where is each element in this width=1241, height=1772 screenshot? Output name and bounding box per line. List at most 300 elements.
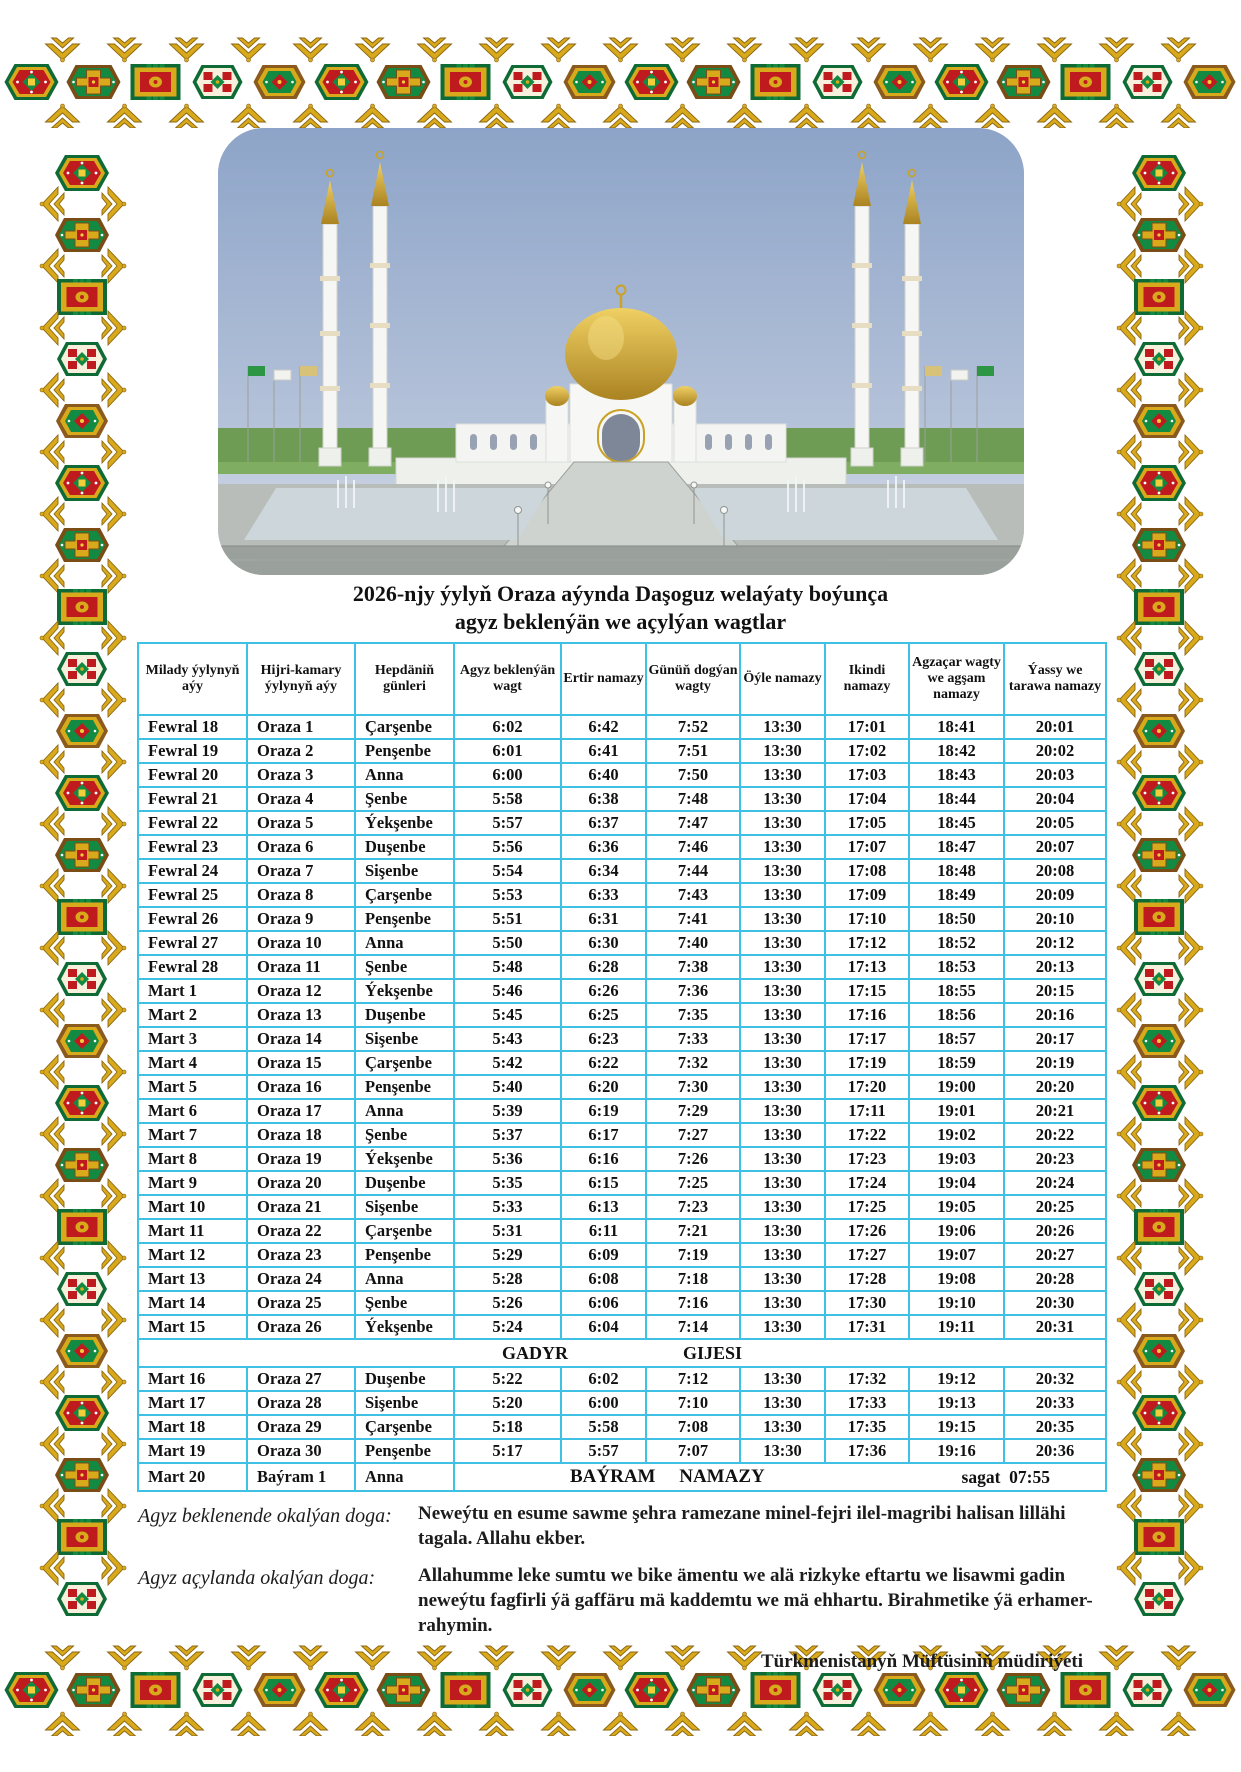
cell: Oraza 1	[247, 715, 355, 739]
cell: 6:00	[561, 1391, 646, 1415]
cell: 5:58	[561, 1415, 646, 1439]
cell: 18:42	[909, 739, 1004, 763]
cell: 6:26	[561, 979, 646, 1003]
doga1-label: Agyz beklenende okalýan doga:	[138, 1505, 392, 1527]
cell: 18:44	[909, 787, 1004, 811]
cell: 20:03	[1004, 763, 1106, 787]
cell: 20:32	[1004, 1367, 1106, 1391]
cell: 20:27	[1004, 1243, 1106, 1267]
cell: 19:13	[909, 1391, 1004, 1415]
cell: 5:33	[454, 1195, 561, 1219]
table-row	[138, 1171, 1106, 1195]
cell: 5:28	[454, 1267, 561, 1291]
cell: Mart 18	[138, 1415, 247, 1439]
cell: 7:07	[646, 1439, 740, 1463]
cell: 20:23	[1004, 1147, 1106, 1171]
cell: 6:09	[561, 1243, 646, 1267]
cell: 19:10	[909, 1291, 1004, 1315]
cell: Mart 4	[138, 1051, 247, 1075]
cell: 17:17	[825, 1027, 909, 1051]
cell: 6:02	[561, 1367, 646, 1391]
table-row	[138, 1147, 1106, 1171]
cell: 6:38	[561, 787, 646, 811]
cell: 5:35	[454, 1171, 561, 1195]
cell: 19:03	[909, 1147, 1004, 1171]
cell: 17:22	[825, 1123, 909, 1147]
cell: 18:50	[909, 907, 1004, 931]
cell: Mart 11	[138, 1219, 247, 1243]
table-header	[138, 643, 1106, 715]
table-row	[138, 1075, 1106, 1099]
cell: 6:37	[561, 811, 646, 835]
cell: 17:33	[825, 1391, 909, 1415]
cell: Oraza 16	[247, 1075, 355, 1099]
cell: Çarşenbe	[355, 1219, 454, 1243]
cell: Penşenbe	[355, 907, 454, 931]
cell: Mart 7	[138, 1123, 247, 1147]
cell: 19:08	[909, 1267, 1004, 1291]
cell: 20:09	[1004, 883, 1106, 907]
cell: 18:53	[909, 955, 1004, 979]
title-line2: agyz beklenýän we açylýan wagtlar	[454, 609, 787, 635]
cell: 17:32	[825, 1367, 909, 1391]
cell: 5:57	[454, 811, 561, 835]
cell: Anna	[355, 1099, 454, 1123]
table-row	[138, 931, 1106, 955]
cell: Anna	[355, 931, 454, 955]
cell: 20:10	[1004, 907, 1106, 931]
cell: 17:05	[825, 811, 909, 835]
cell: Oraza 24	[247, 1267, 355, 1291]
cell: 6:01	[454, 739, 561, 763]
cell: 20:25	[1004, 1195, 1106, 1219]
table-row	[138, 835, 1106, 859]
cell: 20:36	[1004, 1439, 1106, 1463]
cell: 13:30	[740, 1027, 825, 1051]
cell: Duşenbe	[355, 1003, 454, 1027]
cell: 17:08	[825, 859, 909, 883]
cell: Anna	[355, 763, 454, 787]
cell: Çarşenbe	[355, 715, 454, 739]
cell: Oraza 18	[247, 1123, 355, 1147]
cell: 5:48	[454, 955, 561, 979]
table-row	[138, 1099, 1106, 1123]
cell: 6:19	[561, 1099, 646, 1123]
cell: 13:30	[740, 1051, 825, 1075]
cell: 13:30	[740, 979, 825, 1003]
cell: 7:25	[646, 1171, 740, 1195]
cell: Fewral 27	[138, 931, 247, 955]
doga2-text: Allahumme leke sumtu we bike ämentu we alä rizkyke eftartu we lisawmi gadin neweýtu fagfirli ýä gaffäru mä kaddemtu we mä ehhartu. Birahmetike ýä erhamer-rahymin.	[418, 1565, 1093, 1636]
cell: 20:28	[1004, 1267, 1106, 1291]
cell: 5:53	[454, 883, 561, 907]
cell: Fewral 26	[138, 907, 247, 931]
col-header-1: Hijri-kamary ýylynyň aýy	[247, 643, 355, 715]
cell: 17:36	[825, 1439, 909, 1463]
cell: 13:30	[740, 1315, 825, 1339]
cell: Oraza 7	[247, 859, 355, 883]
cell: 20:31	[1004, 1315, 1106, 1339]
cell: 5:18	[454, 1415, 561, 1439]
cell: 17:12	[825, 931, 909, 955]
cell: 7:47	[646, 811, 740, 835]
cell: 17:24	[825, 1171, 909, 1195]
cell: Mart 8	[138, 1147, 247, 1171]
cell: 5:45	[454, 1003, 561, 1027]
cell: 7:27	[646, 1123, 740, 1147]
cell: 6:15	[561, 1171, 646, 1195]
cell: 13:30	[740, 1123, 825, 1147]
cell: 13:30	[740, 811, 825, 835]
cell: 13:30	[740, 787, 825, 811]
cell: 18:41	[909, 715, 1004, 739]
col-header-8: Agzaçar wagty we agşam namazy	[909, 643, 1004, 715]
cell: Oraza 12	[247, 979, 355, 1003]
cell: 6:31	[561, 907, 646, 931]
cell: 19:01	[909, 1099, 1004, 1123]
col-header-7: Ikindi namazy	[825, 643, 909, 715]
cell: 20:17	[1004, 1027, 1106, 1051]
cell: Mart 2	[138, 1003, 247, 1027]
cell: 5:40	[454, 1075, 561, 1099]
cell: 6:11	[561, 1219, 646, 1243]
cell: Mart 20	[138, 1463, 247, 1491]
cell: 13:30	[740, 1075, 825, 1099]
cell: 20:01	[1004, 715, 1106, 739]
cell: 13:30	[740, 1099, 825, 1123]
doga1-text: Neweýtu en esume sawme şehra ramezane minel-fejri ilel-magribi halisan lillähi tagala. Allahu ekber.	[418, 1503, 1066, 1549]
cell: Mart 13	[138, 1267, 247, 1291]
cell: 18:48	[909, 859, 1004, 883]
cell: 5:39	[454, 1099, 561, 1123]
cell: 7:16	[646, 1291, 740, 1315]
cell: 7:14	[646, 1315, 740, 1339]
cell: 20:13	[1004, 955, 1106, 979]
cell: 18:55	[909, 979, 1004, 1003]
cell: Ýekşenbe	[355, 811, 454, 835]
cell: Ýekşenbe	[355, 979, 454, 1003]
cell: 5:56	[454, 835, 561, 859]
cell: Fewral 20	[138, 763, 247, 787]
cell: Fewral 23	[138, 835, 247, 859]
bayram-time: sagat 07:55	[961, 1467, 1050, 1487]
attribution: Türkmenistanyň Müftüsiniň müdiriýeti	[761, 1651, 1083, 1673]
cell: 13:30	[740, 835, 825, 859]
cell: 13:30	[740, 1243, 825, 1267]
cell: Şenbe	[355, 1291, 454, 1315]
cell: Oraza 20	[247, 1171, 355, 1195]
cell: 19:05	[909, 1195, 1004, 1219]
cell: 19:07	[909, 1243, 1004, 1267]
cell: 17:19	[825, 1051, 909, 1075]
border-ornament-top	[0, 36, 1241, 128]
cell: 13:30	[740, 1147, 825, 1171]
cell: 17:10	[825, 907, 909, 931]
cell: Mart 1	[138, 979, 247, 1003]
cell: Anna	[355, 1267, 454, 1291]
cell: 13:30	[740, 1171, 825, 1195]
cell: 17:26	[825, 1219, 909, 1243]
cell: 7:21	[646, 1219, 740, 1243]
cell: Oraza 21	[247, 1195, 355, 1219]
cell: 7:50	[646, 763, 740, 787]
cell: Çarşenbe	[355, 1051, 454, 1075]
cell: 17:15	[825, 979, 909, 1003]
cell: Sişenbe	[355, 1027, 454, 1051]
cell: Oraza 30	[247, 1439, 355, 1463]
cell: 17:30	[825, 1291, 909, 1315]
cell: Fewral 24	[138, 859, 247, 883]
cell: 7:19	[646, 1243, 740, 1267]
cell: 7:52	[646, 715, 740, 739]
cell: 13:30	[740, 763, 825, 787]
cell: 20:02	[1004, 739, 1106, 763]
mosque-photo	[218, 128, 1024, 575]
cell: Fewral 21	[138, 787, 247, 811]
table-row	[138, 859, 1106, 883]
table-row	[138, 1439, 1106, 1463]
cell: 7:40	[646, 931, 740, 955]
cell: Oraza 11	[247, 955, 355, 979]
border-ornament-right	[1113, 128, 1205, 1644]
cell: Şenbe	[355, 1123, 454, 1147]
cell: Oraza 23	[247, 1243, 355, 1267]
cell: 20:22	[1004, 1123, 1106, 1147]
bayram-label: BAÝRAM NAMAZY	[570, 1466, 765, 1487]
cell: 20:26	[1004, 1219, 1106, 1243]
table-row	[138, 1243, 1106, 1267]
times-table	[137, 642, 1107, 1492]
cell: 18:47	[909, 835, 1004, 859]
cell: 5:22	[454, 1367, 561, 1391]
cell: Fewral 19	[138, 739, 247, 763]
cell: 20:30	[1004, 1291, 1106, 1315]
cell: Oraza 5	[247, 811, 355, 835]
table-row	[138, 1123, 1106, 1147]
cell: Oraza 2	[247, 739, 355, 763]
cell: 20:05	[1004, 811, 1106, 835]
cell: 6:20	[561, 1075, 646, 1099]
cell: 7:46	[646, 835, 740, 859]
cell: 5:36	[454, 1147, 561, 1171]
cell: 13:30	[740, 1219, 825, 1243]
cell: Penşenbe	[355, 1075, 454, 1099]
cell: 5:43	[454, 1027, 561, 1051]
cell: 17:09	[825, 883, 909, 907]
table-row	[138, 1291, 1106, 1315]
cell: Oraza 26	[247, 1315, 355, 1339]
cell: 7:43	[646, 883, 740, 907]
gijesi-label: GIJESI	[682, 1343, 743, 1363]
cell: 5:57	[561, 1439, 646, 1463]
cell: Sişenbe	[355, 1195, 454, 1219]
cell: Mart 19	[138, 1439, 247, 1463]
cell: Şenbe	[355, 787, 454, 811]
cell: 17:11	[825, 1099, 909, 1123]
table-row	[138, 739, 1106, 763]
table-row	[138, 955, 1106, 979]
cell: 7:32	[646, 1051, 740, 1075]
cell: 7:33	[646, 1027, 740, 1051]
cell: Duşenbe	[355, 835, 454, 859]
cell: 13:30	[740, 859, 825, 883]
cell: 19:12	[909, 1367, 1004, 1391]
table-row	[138, 1027, 1106, 1051]
bayram-row	[138, 1463, 1106, 1491]
cell: 5:51	[454, 907, 561, 931]
cell: 17:25	[825, 1195, 909, 1219]
cell: 6:04	[561, 1315, 646, 1339]
cell: 6:08	[561, 1267, 646, 1291]
cell: Mart 16	[138, 1367, 247, 1391]
cell: 5:17	[454, 1439, 561, 1463]
cell: 7:08	[646, 1415, 740, 1439]
cell: Oraza 27	[247, 1367, 355, 1391]
col-header-2: Hepdäniň günleri	[355, 643, 454, 715]
table-row	[138, 1367, 1106, 1391]
cell: 17:03	[825, 763, 909, 787]
cell: 13:30	[740, 883, 825, 907]
table-row	[138, 979, 1106, 1003]
cell: 7:10	[646, 1391, 740, 1415]
table-row	[138, 715, 1106, 739]
cell: Oraza 19	[247, 1147, 355, 1171]
cell: 5:54	[454, 859, 561, 883]
cell: 20:21	[1004, 1099, 1106, 1123]
cell: Ýekşenbe	[355, 1315, 454, 1339]
cell: Oraza 22	[247, 1219, 355, 1243]
cell: 5:29	[454, 1243, 561, 1267]
border-ornament-left	[36, 128, 128, 1644]
cell: 6:28	[561, 955, 646, 979]
cell: 17:02	[825, 739, 909, 763]
cell: Oraza 15	[247, 1051, 355, 1075]
cell: 5:24	[454, 1315, 561, 1339]
cell: 6:22	[561, 1051, 646, 1075]
cell: Fewral 25	[138, 883, 247, 907]
cell: 17:04	[825, 787, 909, 811]
cell: 6:16	[561, 1147, 646, 1171]
cell: Sişenbe	[355, 1391, 454, 1415]
cell: Mart 6	[138, 1099, 247, 1123]
cell: 7:36	[646, 979, 740, 1003]
cell: Oraza 29	[247, 1415, 355, 1439]
cell: 20:33	[1004, 1391, 1106, 1415]
cell: Duşenbe	[355, 1171, 454, 1195]
cell: Penşenbe	[355, 1439, 454, 1463]
cell: 19:11	[909, 1315, 1004, 1339]
cell: Oraza 9	[247, 907, 355, 931]
cell: 13:30	[740, 1267, 825, 1291]
col-header-4: Ertir namazy	[561, 643, 646, 715]
cell: 17:31	[825, 1315, 909, 1339]
cell: 7:41	[646, 907, 740, 931]
cell: 6:02	[454, 715, 561, 739]
cell: Oraza 3	[247, 763, 355, 787]
cell: 18:49	[909, 883, 1004, 907]
cell: Oraza 25	[247, 1291, 355, 1315]
cell: 6:06	[561, 1291, 646, 1315]
col-header-6: Öýle namazy	[740, 643, 825, 715]
cell: 7:51	[646, 739, 740, 763]
cell: 6:13	[561, 1195, 646, 1219]
doga-row-1	[138, 1502, 1105, 1551]
cell: 19:02	[909, 1123, 1004, 1147]
cell: 17:01	[825, 715, 909, 739]
cell: Oraza 10	[247, 931, 355, 955]
cell: Oraza 14	[247, 1027, 355, 1051]
cell: 13:30	[740, 907, 825, 931]
cell: 19:15	[909, 1415, 1004, 1439]
cell: 5:46	[454, 979, 561, 1003]
cell: 5:26	[454, 1291, 561, 1315]
cell: 13:30	[740, 931, 825, 955]
cell: Oraza 13	[247, 1003, 355, 1027]
cell: 5:31	[454, 1219, 561, 1243]
cell: 18:56	[909, 1003, 1004, 1027]
cell: 17:27	[825, 1243, 909, 1267]
cell: 7:30	[646, 1075, 740, 1099]
cell: Duşenbe	[355, 1367, 454, 1391]
cell: Fewral 22	[138, 811, 247, 835]
cell: 19:04	[909, 1171, 1004, 1195]
cell: 18:45	[909, 811, 1004, 835]
cell: 18:57	[909, 1027, 1004, 1051]
cell: 5:37	[454, 1123, 561, 1147]
cell: Ýekşenbe	[355, 1147, 454, 1171]
table-row	[138, 1415, 1106, 1439]
cell: 19:00	[909, 1075, 1004, 1099]
cell: Fewral 28	[138, 955, 247, 979]
cell: Sişenbe	[355, 859, 454, 883]
cell: Şenbe	[355, 955, 454, 979]
cell: 20:08	[1004, 859, 1106, 883]
cell: 17:07	[825, 835, 909, 859]
cell: 7:35	[646, 1003, 740, 1027]
cell: Çarşenbe	[355, 1415, 454, 1439]
gadyr-label: GADYR	[501, 1343, 568, 1363]
cell: 6:42	[561, 715, 646, 739]
cell: 6:33	[561, 883, 646, 907]
page-title	[0, 580, 1241, 636]
cell: 17:20	[825, 1075, 909, 1099]
mosque-illustration	[218, 128, 1024, 575]
cell: 6:25	[561, 1003, 646, 1027]
cell: 13:30	[740, 1367, 825, 1391]
cell: 13:30	[740, 1391, 825, 1415]
cell: 13:30	[740, 955, 825, 979]
cell: Mart 14	[138, 1291, 247, 1315]
cell: Oraza 28	[247, 1391, 355, 1415]
doga-row-2	[138, 1564, 1105, 1638]
prayer-times-table-wrap	[137, 642, 1105, 1492]
cell: Oraza 8	[247, 883, 355, 907]
cell: 20:16	[1004, 1003, 1106, 1027]
cell: 17:28	[825, 1267, 909, 1291]
table-row	[138, 811, 1106, 835]
cell: Mart 5	[138, 1075, 247, 1099]
cell: Oraza 4	[247, 787, 355, 811]
col-header-0: Milady ýylynyň aýy	[138, 643, 247, 715]
cell: 6:23	[561, 1027, 646, 1051]
cell: 7:26	[646, 1147, 740, 1171]
cell: 5:50	[454, 931, 561, 955]
cell: 5:20	[454, 1391, 561, 1415]
table-row	[138, 907, 1106, 931]
cell: 6:17	[561, 1123, 646, 1147]
cell: 7:44	[646, 859, 740, 883]
doga2-label: Agyz açylanda okalýan doga:	[138, 1567, 376, 1590]
